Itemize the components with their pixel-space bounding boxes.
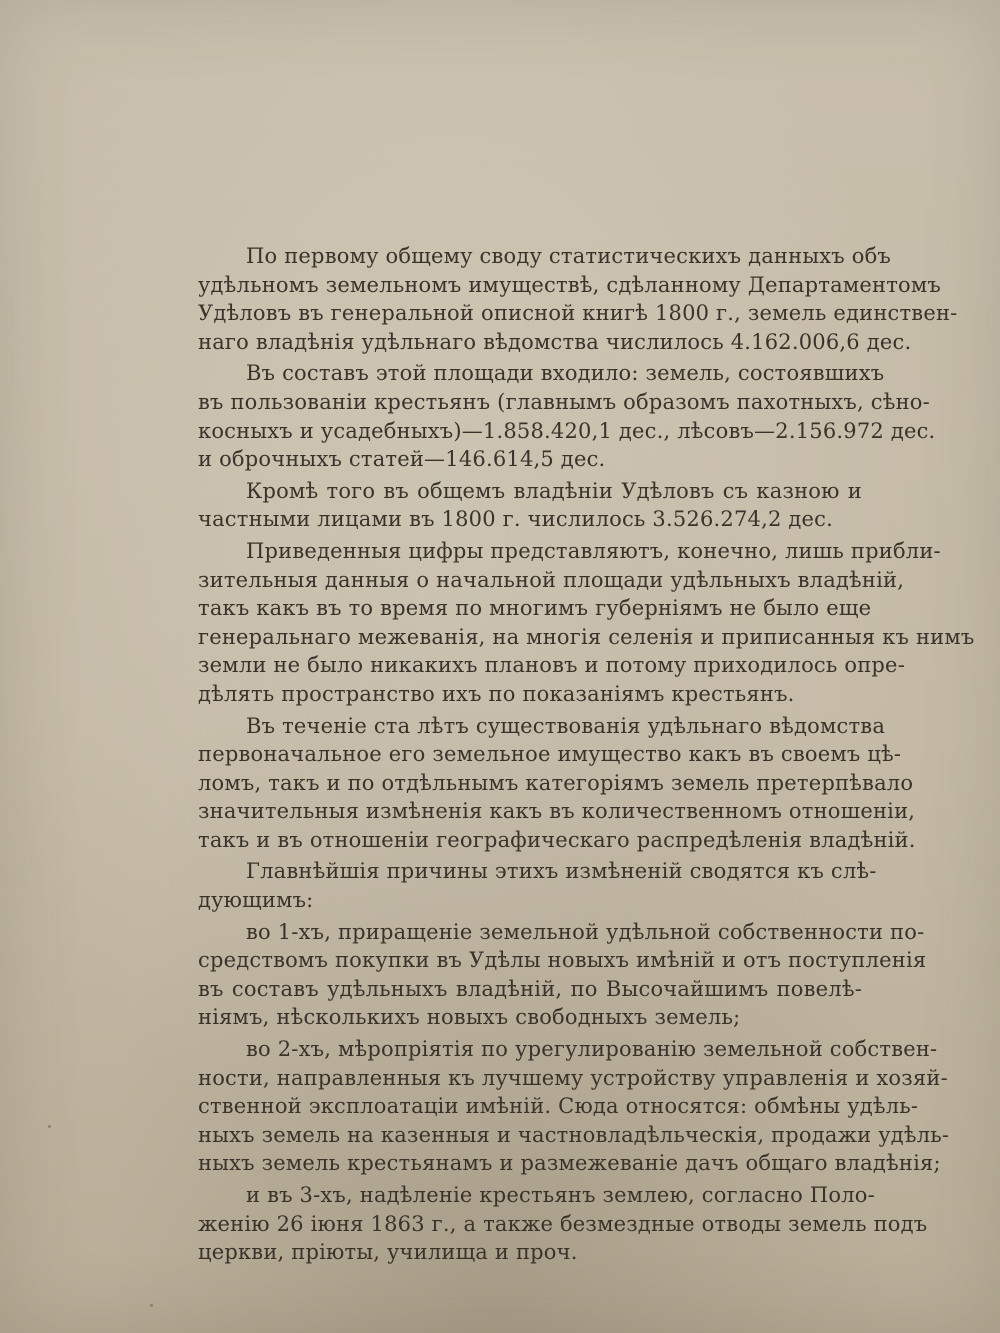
text-line: Главнѣйшія причины этихъ измѣненій сводятся къ слѣ- (246, 859, 877, 884)
text-line: земли не было никакихъ плановъ и потому приходилось опре- (198, 653, 905, 678)
text-line: во 2-хъ, мѣропріятія по урегулированію земельной собствен- (246, 1037, 938, 1062)
paragraph (198, 477, 862, 534)
paragraph (198, 537, 975, 709)
paragraph (198, 918, 927, 1032)
text-line: въ пользованіи крестьянъ (главнымъ образомъ пахотныхъ, сѣно- (198, 389, 930, 414)
text-line: наго владѣнія удѣльнаго вѣдомства числилось 4.162.006,6 дес. (198, 329, 912, 354)
text-line: во 1-хъ, приращеніе земельной удѣльной собственности по- (246, 919, 925, 944)
text-line: ныхъ земель крестьянамъ и размежеваніе дачъ общаго владѣнія; (198, 1151, 941, 1176)
text-line: средствомъ покупки въ Удѣлы новыхъ имѣній и отъ поступленія (198, 948, 927, 973)
text-line: такъ и въ отношеніи географическаго распредѣленія владѣній. (198, 827, 916, 852)
paper-speck (150, 1304, 153, 1307)
text-line: Приведенныя цифры представляютъ, конечно, лишь прибли- (246, 538, 941, 563)
text-line: первоначальное его земельное имущество какъ въ своемъ цѣ- (198, 742, 902, 767)
paragraph (198, 359, 936, 473)
text-line: частными лицами въ 1800 г. числилось 3.526.274,2 дес. (198, 507, 834, 532)
text-line: ломъ, такъ и по отдѣльнымъ категоріямъ земель претерпѣвало (198, 770, 914, 795)
paragraph (198, 1035, 950, 1178)
text-line: значительныя измѣненія какъ въ количественномъ отношеніи, (198, 799, 916, 824)
text-line: дующимъ: (198, 888, 314, 913)
text-line: женію 26 іюня 1863 г., а также безмездные отводы земель подъ (198, 1211, 928, 1236)
text-line: церкви, пріюты, училища и проч. (198, 1240, 578, 1265)
text-line: и въ 3-хъ, надѣленіе крестьянъ землею, согласно Поло- (246, 1183, 875, 1207)
paragraph (198, 1181, 928, 1267)
text-line: ныхъ земель на казенныя и частновладѣльческія, продажи удѣль- (198, 1122, 950, 1147)
paragraph (198, 242, 958, 356)
text-line: Въ теченіе ста лѣтъ существованія удѣльнаго вѣдомства (246, 713, 886, 738)
text-line: зительныя данныя о начальной площади удѣльныхъ владѣній, (198, 567, 905, 592)
text-line: ности, направленныя къ лучшему устройству управленія и хозяй- (198, 1065, 948, 1090)
paper-speck (48, 1125, 51, 1128)
body-text (198, 242, 975, 1267)
text-line: ніямъ, нѣсколькихъ новыхъ свободныхъ земель; (198, 1005, 741, 1030)
text-line: По первому общему своду статистическихъ данныхъ объ (246, 244, 891, 268)
text-line: дѣлять пространство ихъ по показаніямъ крестьянъ. (198, 681, 795, 706)
text-line: Въ составъ этой площади входило: земель, состоявшихъ (246, 361, 885, 386)
text-line: Кромѣ того въ общемъ владѣніи Удѣловъ съ казною и (246, 478, 862, 503)
paragraph (198, 712, 916, 855)
text-line: и оброчныхъ статей—146.614,5 дес. (198, 447, 606, 472)
text-line: косныхъ и усадебныхъ)—1.858.420,1 дес., лѣсовъ—2.156.972 дес. (198, 418, 936, 443)
text-line: генеральнаго межеванія, на многія селенія и приписанныя къ нимъ (198, 624, 975, 649)
text-line: удѣльномъ земельномъ имуществѣ, сдѣланному Департаментомъ (198, 272, 941, 297)
text-line: такъ какъ въ то время по многимъ губерніямъ не было еще (198, 596, 872, 621)
paragraph (198, 857, 877, 914)
text-line: въ составъ удѣльныхъ владѣній, по Высочайшимъ повелѣ- (198, 976, 862, 1001)
text-line: ственной эксплоатаціи имѣній. Сюда относятся: обмѣны удѣль- (198, 1094, 919, 1119)
text-line: Удѣловъ въ генеральной описной книгѣ 1800 г., земель единствен- (198, 301, 958, 326)
